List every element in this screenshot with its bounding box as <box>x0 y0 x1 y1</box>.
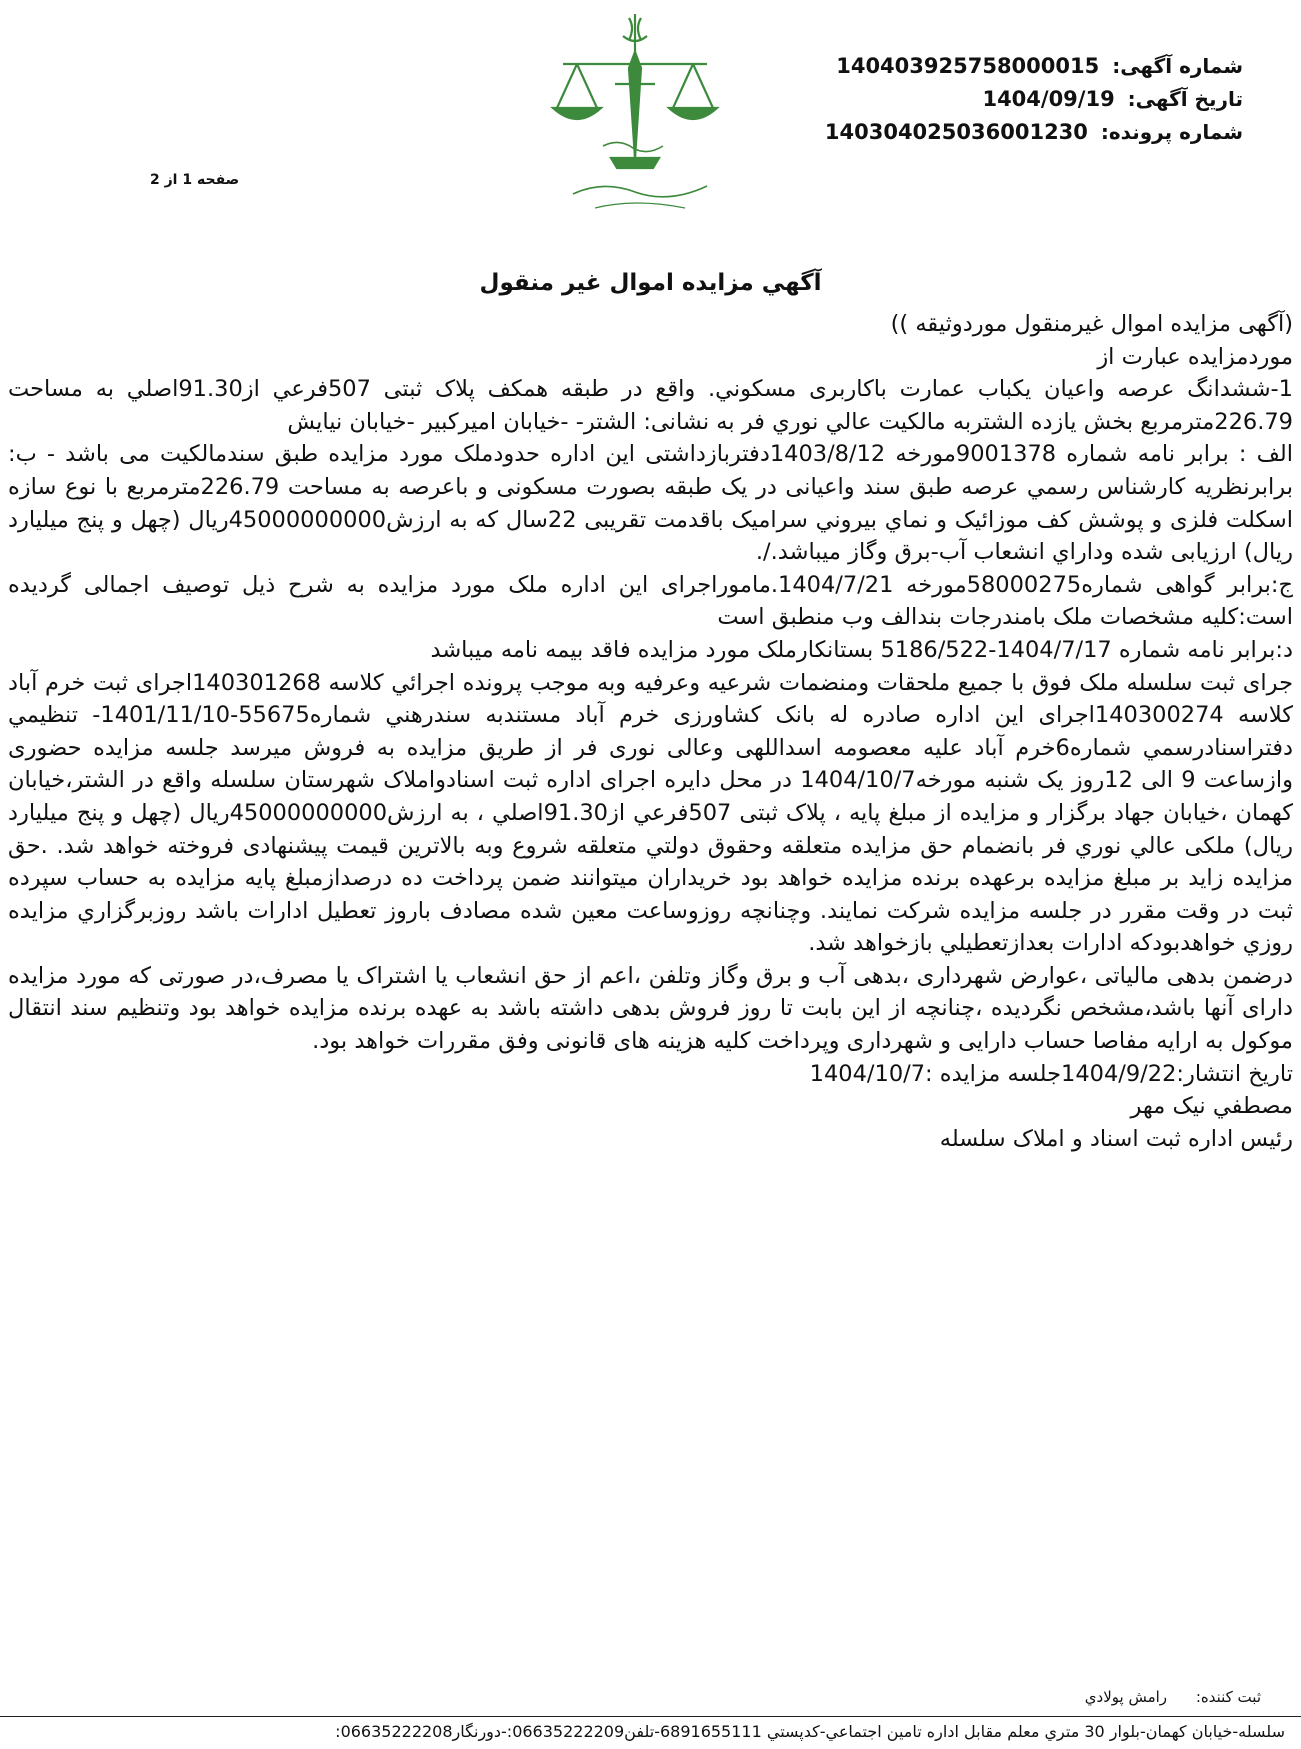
paragraph-insurance: د:برابر نامه شماره 1404/7/17-5186/522 بستانکارملک مورد مزایده فاقد بیمه نامه میباشد <box>430 636 1293 663</box>
footer-divider <box>0 1716 1301 1717</box>
ad-date-label: تاریخ آگهی: <box>1127 87 1243 111</box>
document-body <box>8 308 1293 1155</box>
ad-date: 1404/09/19 <box>982 87 1115 111</box>
ad-date-row <box>683 83 1243 116</box>
paragraph-subject: موردمزایده عبارت از <box>1097 343 1293 370</box>
paragraph-debts: درضمن بدهی مالیاتی ،عوارض شهرداری ،بدهی آب و برق وگاز وتلفن ،اعم از حق انشعاب یا اشتراک یا مصرف،در صورتی که مورد مزایده دارای آنها باشد،مشخص نگردیده ،چنانچه از این بابت تا روز فروش بدهی داشته باشد به عهده برنده مزایده خواهد بود وتنظیم سند انتقال موکول به ارایه مفاصا حساب دارایی و شهرداری وپرداخت کلیه هزینه های قانونی وفق مقررات خواهد بود. <box>8 962 1293 1055</box>
ad-number: 140403925758000015 <box>836 54 1100 78</box>
registrar-name: رامش پولادي <box>1084 1688 1168 1706</box>
file-number-row <box>683 116 1243 149</box>
page-number: صفحه 1 از 2 <box>150 172 240 188</box>
file-number: 140304025036001230 <box>824 120 1088 144</box>
ad-number-label: شماره آگهی: <box>1112 54 1243 78</box>
document-header <box>683 50 1243 149</box>
paragraph-intro: (آگهی مزایده اموال غیرمنقول موردوثیقه )) <box>890 311 1293 337</box>
registrar-label: ثبت کننده: <box>1195 1688 1261 1706</box>
signatory-title: رئیس اداره ثبت اسناد و املاک سلسله <box>939 1125 1293 1152</box>
paragraph-auction-terms: جرای ثبت سلسله ملک فوق با جمیع ملحقات ومنضمات شرعیه وعرفیه وبه موجب پرونده اجرائي کلاسه 140301268اجرای ثبت خرم آباد کلاسه 140300274اجرای این اداره صادره له بانک کشاورزی خرم آباد مستندبه سندرهني شماره55675-1401/11/10- تنظیمي دفتراسنادرسمي شماره6خرم آباد علیه معصومه اسداللهی وعالی نوری فر از طریق مزایده به فروش میرسد جلسه مزایده حضوری وازساعت 9 الی 12روز یک شنبه مورخه1404/10/7 در محل دایره اجرای اداره ثبت اسنادواملاک شهرستان سلسله واقع در الشتر،خیابان کهمان ،خیابان جهاد برگزار و مزایده از مبلغ پایه ، پلاک ثبتی 507فرعي از91.30اصلي ، به ارزش45000000000ریال (چهل و پنج میلیارد ریال) ملکی عالي نوري فر بانضمام حق مزایده متعلقه وحقوق دولتي متعلقه شروع وبه بالاترین قیمت پیشنهادی فروخته خواهد شد. .حق مزایده زاید بر مبلغ مزایده برعهده برنده مزایده خواهد بود خریداران میتوانند ضمن پرداخت ده درصدازمبلغ پایه مزایده به حساب سپرده ثبت در وقت مقرر در جلسه مزایده شرکت نمایند. وچنانچه روزوساعت معین شده مصادف باروز تعطیل ادارات باشد روزبرگزاري مزایده روزي خواهدبودکه ادارات بعدازتعطیلي بازخواهد شد. <box>8 669 1294 957</box>
paragraph-expert-opinion: الف : برابر نامه شماره 9001378مورخه 1403/8/12دفتربازداشتی این اداره حدودملک مورد مزایده طبق سندمالکیت می باشد - ب: برابرنظریه کارشناس رسمي عرصه طبق سند واعیانی در یک طبقه بصورت مسکونی و باعرصه به مساحت 226.79مترمربع با نوع سازه اسکلت فلزی و پوشش کف موزائیک و نماي بیروني سرامیک باقدمت تقریبی 22سال که به ارزش45000000000ریال (چهل و پنج میلیارد ریال) ارزیابی شده وداراي انشعاب آب-برق وگاز میباشد./. <box>8 441 1293 566</box>
file-number-label: شماره پرونده: <box>1100 120 1243 144</box>
footer-address: سلسله-خیابان کهمان-بلوار 30 متري معلم مقابل اداره تامین اجتماعي-کدپستي 6891655111-تلفن06635222209:-دورنگار06635222208: <box>335 1722 1285 1741</box>
registrar <box>1085 1688 1261 1706</box>
publication-dates: تاریخ انتشار:1404/9/22جلسه مزایده :1404/10/7 <box>809 1060 1293 1087</box>
signatory-name: مصطفي نیک مهر <box>1130 1093 1293 1120</box>
paragraph-certificate: ج:برابر گواهی شماره58000275مورخه 1404/7/21.ماموراجرای این اداره ملک مورد مزایده به شرح ذیل توصیف اجمالی گردیده است:کلیه مشخصات ملک بامندرجات بندالف وب منطبق است <box>8 571 1293 631</box>
paragraph-property: 1-ششدانگ عرصه واعیان یکباب عمارت باکاربری مسکوني. واقع در طبقه همکف پلاک ثبتی 507فرعي از91.30اصلي به مساحت 226.79مترمربع بخش یازده الشتربه مالکیت عالي نوري فر به نشانی: الشتر- -خیابان امیرکبیر -خیابان نیایش <box>8 376 1293 435</box>
document-title: آگهي مزايده اموال غير منقول <box>479 270 822 296</box>
ad-number-row <box>683 50 1243 83</box>
